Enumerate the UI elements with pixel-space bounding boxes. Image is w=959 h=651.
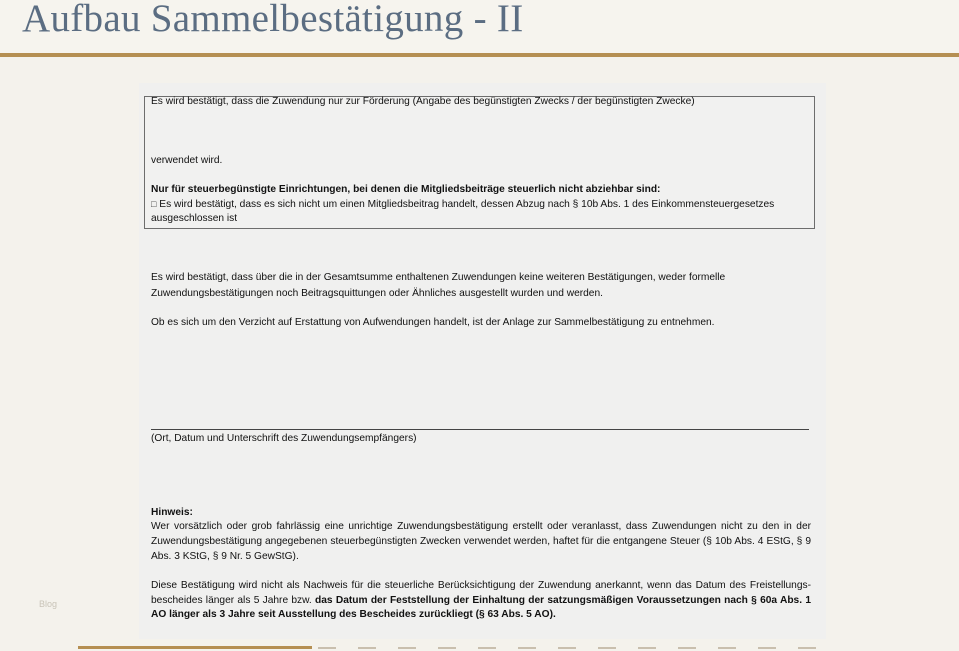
membership-checkbox-row bbox=[151, 197, 774, 212]
header-divider bbox=[0, 53, 959, 57]
note-line-1: Diese Bestätigung wird nicht als Nachweis für die steuerliche Berücksichtigung der Zuwendung anerkannt, wenn das Datum des Freistellungs- bbox=[151, 580, 811, 591]
header-bar bbox=[0, 0, 959, 54]
checkbox-label-continued: ausgeschlossen ist bbox=[151, 213, 238, 224]
purpose-line: Es wird bestätigt, dass die Zuwendung nur zur Förderung (Angabe des begünstigten Zwecks / der begünstigten Zwecke) bbox=[151, 96, 695, 107]
hint-line-2: Zuwendungsbestätigung angegebenen steuerbegünstigten Zwecken verwendet werden, haftet für die entgangene Steuer (§ 10b Abs. 4 EStG, § 9 bbox=[151, 536, 811, 547]
footer-accent bbox=[78, 646, 312, 649]
note-line-2-bold: das Datum der Feststellung der Einhaltung der satzungsmäßigen Voraussetzungen nach § 60a Abs. 1 bbox=[315, 595, 811, 606]
note-line-2 bbox=[151, 593, 811, 608]
signature-caption: (Ort, Datum und Unterschrift des Zuwendungsempfängers) bbox=[151, 433, 417, 444]
note-line-3: AO länger als 3 Jahre seit Ausstellung des Bescheides zurückliegt (§ 63 Abs. 5 AO). bbox=[151, 609, 556, 620]
confirmation-line-2: Zuwendungsbestätigungen noch Beitragsquittungen oder Ähnliches ausgestellt wurden und werden. bbox=[151, 288, 603, 299]
page-title: Aufbau Sammelbestätigung - II bbox=[22, 0, 524, 40]
checkbox-label: Es wird bestätigt, dass es sich nicht um einen Mitgliedsbeitrag handelt, dessen Abzug nach § 10b Abs. 1 des Einkommensteuergesetzes bbox=[159, 199, 775, 210]
watermark-text: Blog bbox=[39, 599, 58, 609]
footer-dashes bbox=[318, 647, 818, 649]
hint-heading: Hinweis: bbox=[151, 507, 193, 518]
waiver-note: Ob es sich um den Verzicht auf Erstattung von Aufwendungen handelt, ist der Anlage zur Sammelbestätigung zu entnehmen. bbox=[151, 317, 715, 328]
confirmation-line-1: Es wird bestätigt, dass über die in der Gesamtsumme enthaltenen Zuwendungen keine weiteren Bestätigungen, weder formelle bbox=[151, 272, 726, 283]
hint-line-1: Wer vorsätzlich oder grob fahrlässig eine unrichtige Zuwendungsbestätigung erstellt oder veranlasst, dass Zuwendungen nicht zu den in der bbox=[151, 521, 811, 532]
hint-line-3: Abs. 3 KStG, § 9 Nr. 5 GewStG). bbox=[151, 551, 299, 562]
checkbox-icon[interactable]: □ bbox=[151, 199, 157, 209]
purpose-used-line: verwendet wird. bbox=[151, 155, 223, 166]
membership-heading: Nur für steuerbegünstigte Einrichtungen, bei denen die Mitgliedsbeiträge steuerlich nicht abziehbar sind: bbox=[151, 184, 661, 195]
note-line-2-normal: bescheides länger als 5 Jahre bzw. bbox=[151, 595, 312, 606]
signature-line bbox=[151, 429, 809, 430]
